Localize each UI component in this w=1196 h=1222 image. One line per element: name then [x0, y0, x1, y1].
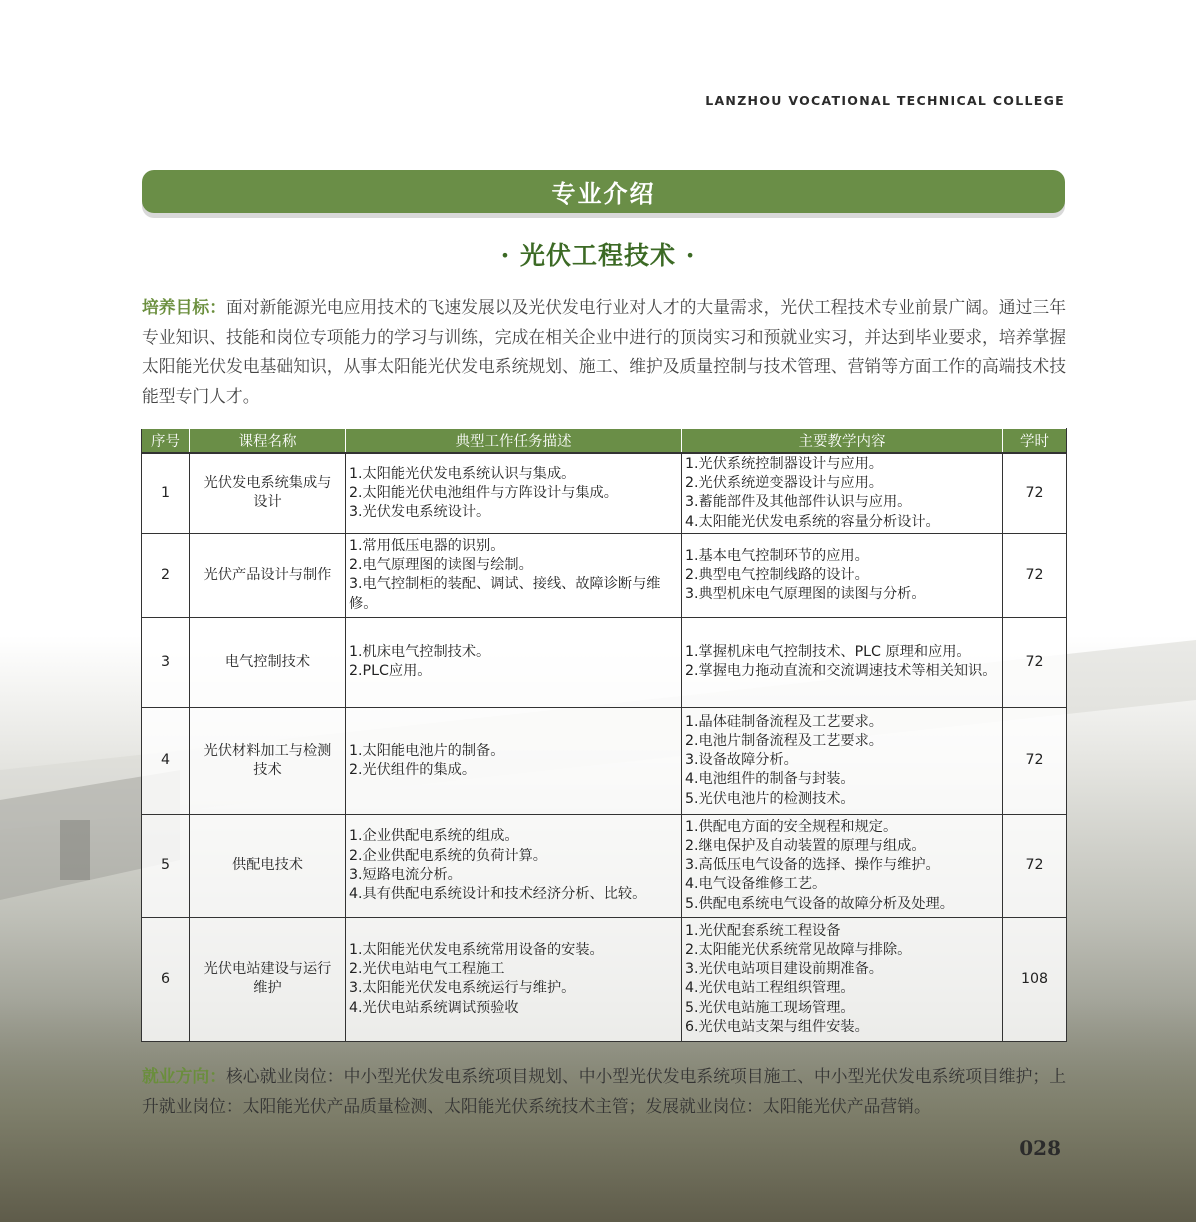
career-label: 就业方向： — [142, 1066, 226, 1086]
course-number: 1 — [142, 453, 190, 533]
content-item: 1.晶体硅制备流程及工艺要求。 — [685, 713, 883, 730]
career-text: 核心就业岗位：中小型光伏发电系统项目规划、中小型光伏发电系统项目施工、中小型光伏发电系统项目维护；上升就业岗位：太阳能光伏产品质量检测、太阳能光伏系统技术主管；发展就业岗位：太阳能光伏产品营销。 — [142, 1066, 1066, 1116]
content-item: 2.光伏系统逆变器设计与应用。 — [685, 475, 883, 492]
task-item: 2.太阳能光伏电池组件与方阵设计与集成。 — [349, 484, 618, 501]
table-row — [142, 917, 1067, 1041]
task-description — [346, 617, 682, 707]
content-item: 3.蓄能部件及其他部件认识与应用。 — [685, 494, 912, 511]
header-course: 课程名称 — [190, 429, 346, 454]
header-no: 序号 — [142, 429, 190, 454]
header-hours: 学时 — [1003, 429, 1067, 454]
content-item: 4.光伏电站工程组织管理。 — [685, 980, 855, 997]
task-item: 1.机床电气控制技术。 — [349, 644, 491, 661]
college-name: LANZHOU VOCATIONAL TECHNICAL COLLEGE — [705, 93, 1065, 108]
task-description — [346, 814, 682, 917]
content-item: 2.继电保护及自动装置的原理与组成。 — [685, 838, 926, 854]
course-hours: 108 — [1003, 917, 1067, 1041]
task-item: 4.光伏电站系统调试预验收 — [349, 999, 519, 1016]
task-item: 1.企业供配电系统的组成。 — [349, 828, 519, 845]
task-item: 2.电气原理图的读图与绘制。 — [349, 557, 533, 574]
section-banner — [142, 170, 1065, 213]
task-item: 1.太阳能光伏发电系统常用设备的安装。 — [349, 941, 604, 958]
header-content: 主要教学内容 — [682, 429, 1003, 454]
content-item: 3.高低压电气设备的选择、操作与维护。 — [685, 857, 940, 874]
content-item: 6.光伏电站支架与组件安装。 — [685, 1018, 869, 1035]
objective-label: 培养目标： — [142, 297, 226, 317]
header-tasks: 典型工作任务描述 — [346, 429, 682, 454]
banner-title: 专业介绍 — [551, 179, 656, 208]
content-item: 1.供配电方面的安全规程和规定。 — [685, 818, 898, 835]
teaching-content — [682, 617, 1003, 707]
task-item: 4.具有供配电系统设计和技术经济分析、比较。 — [349, 886, 647, 903]
career-direction — [142, 1061, 1066, 1121]
table-row — [142, 814, 1067, 917]
table-row — [142, 533, 1067, 617]
program-title: · 光伏工程技术 · — [500, 241, 696, 270]
content-item: 1.基本电气控制环节的应用。 — [685, 547, 869, 564]
task-item: 3.太阳能光伏发电系统运行与维护。 — [349, 980, 576, 997]
content-item: 4.太阳能光伏发电系统的容量分析设计。 — [685, 513, 940, 530]
course-number: 4 — [142, 707, 190, 814]
table-row — [142, 453, 1067, 533]
task-item: 3.电气控制柜的装配、调试、接线、故障诊断与维修。 — [349, 576, 661, 612]
teaching-content — [682, 533, 1003, 617]
table-row — [142, 707, 1067, 814]
content-item: 4.电气设备维修工艺。 — [685, 876, 827, 893]
course-number: 6 — [142, 917, 190, 1041]
course-hours: 72 — [1003, 533, 1067, 617]
course-hours: 72 — [1003, 707, 1067, 814]
teaching-content — [682, 453, 1003, 533]
course-name: 电气控制技术 — [190, 617, 346, 707]
training-objective — [142, 293, 1066, 411]
content-item: 1.光伏配套系统工程设备 — [685, 922, 841, 939]
content-item: 1.光伏系统控制器设计与应用。 — [685, 456, 883, 472]
content-item: 3.光伏电站项目建设前期准备。 — [685, 961, 883, 978]
course-name: 光伏发电系统集成与设计 — [190, 453, 346, 533]
task-item: 3.短路电流分析。 — [349, 866, 462, 883]
task-description — [346, 707, 682, 814]
table-header-row — [142, 429, 1067, 454]
task-item: 2.PLC应用。 — [349, 663, 432, 680]
teaching-content — [682, 814, 1003, 917]
content-item: 4.电池组件的制备与封装。 — [685, 771, 855, 788]
content-item: 3.设备故障分析。 — [685, 752, 798, 769]
task-item: 2.企业供配电系统的负荷计算。 — [349, 847, 547, 864]
task-description — [346, 453, 682, 533]
task-item: 2.光伏组件的集成。 — [349, 761, 477, 778]
content-item: 2.太阳能光伏系统常见故障与排除。 — [685, 941, 912, 958]
objective-text: 面对新能源光电应用技术的飞速发展以及光伏发电行业对人才的大量需求，光伏工程技术专业前景广阔。通过三年专业知识、技能和岗位专项能力的学习与训练，完成在相关企业中进行的顶岗实习和预就业实习，并达到毕业要求，培养掌握太阳能光伏发电基础知识，从事太阳能光伏发电系统规划、施工、维护及质量控制与技术管理、营销等方面工作的高端技术技能型专门人才。 — [142, 297, 1066, 406]
task-description — [346, 917, 682, 1041]
content-item: 2.电池片制备流程及工艺要求。 — [685, 733, 883, 749]
page-number: 028 — [1019, 1136, 1061, 1160]
course-number: 2 — [142, 533, 190, 617]
course-hours: 72 — [1003, 453, 1067, 533]
task-item: 3.光伏发电系统设计。 — [349, 504, 491, 520]
course-name: 供配电技术 — [190, 814, 346, 917]
content-item: 3.典型机床电气原理图的读图与分析。 — [685, 585, 926, 602]
content-item: 5.供配电系统电气设备的故障分析及处理。 — [685, 895, 954, 912]
content-item: 1.掌握机床电气控制技术、PLC 原理和应用。 — [685, 644, 971, 661]
course-name: 光伏电站建设与运行维护 — [190, 917, 346, 1041]
task-item: 1.太阳能电池片的制备。 — [349, 742, 505, 759]
task-description — [346, 533, 682, 617]
teaching-content — [682, 917, 1003, 1041]
task-item: 1.常用低压电器的识别。 — [349, 537, 505, 554]
content-item: 2.掌握电力拖动直流和交流调速技术等相关知识。 — [685, 663, 997, 680]
task-item: 2.光伏电站电气工程施工 — [349, 961, 505, 978]
course-number: 5 — [142, 814, 190, 917]
table-row — [142, 617, 1067, 707]
content-item: 5.光伏电池片的检测技术。 — [685, 790, 855, 807]
course-hours: 72 — [1003, 617, 1067, 707]
content-item: 5.光伏电站施工现场管理。 — [685, 999, 855, 1016]
teaching-content — [682, 707, 1003, 814]
task-item: 1.太阳能光伏发电系统认识与集成。 — [349, 465, 576, 482]
course-hours: 72 — [1003, 814, 1067, 917]
course-name: 光伏材料加工与检测技术 — [190, 707, 346, 814]
course-table — [141, 428, 1067, 1042]
course-number: 3 — [142, 617, 190, 707]
content-item: 2.典型电气控制线路的设计。 — [685, 566, 869, 583]
course-name: 光伏产品设计与制作 — [190, 533, 346, 617]
